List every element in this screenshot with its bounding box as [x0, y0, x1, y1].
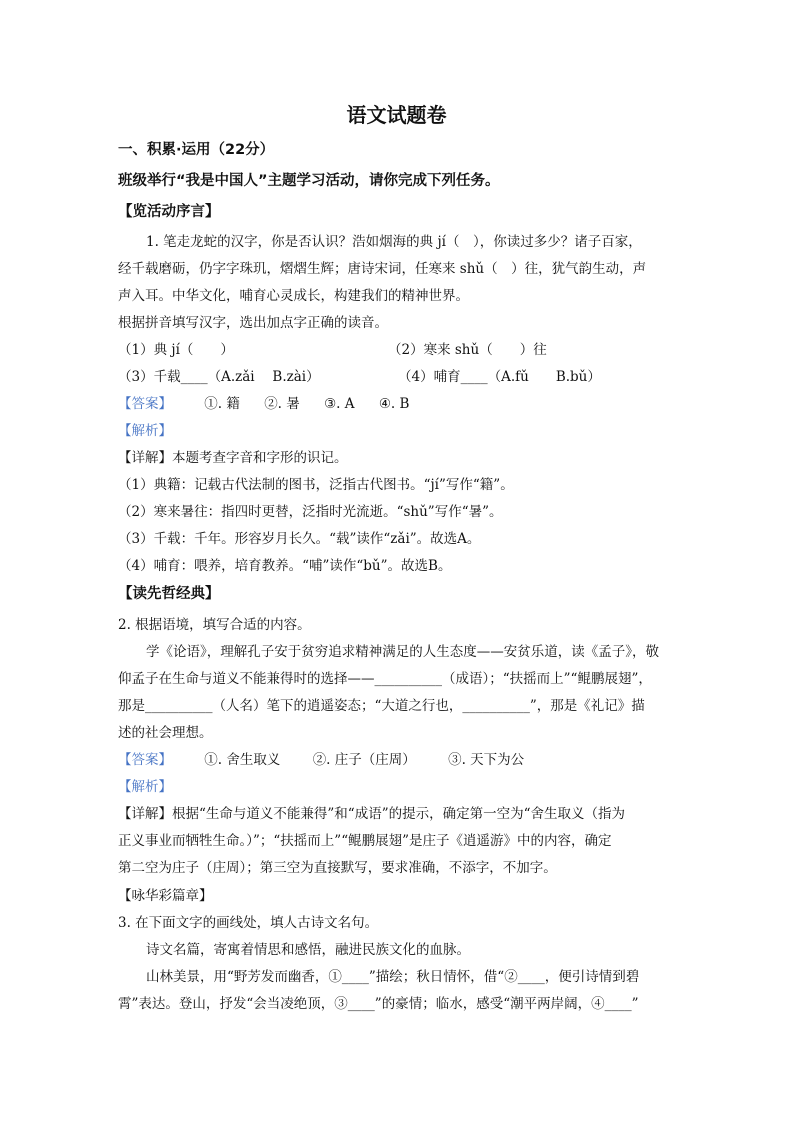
q3-paragraph-line: 霄”表达。登山，抒发“会当凌绝顶，③____”的豪情；临水，感受“潮平两岸阔，④____” [118, 996, 639, 1012]
q1-detail-item: （4）哺育：喂养，培育教养。“哺”读作“bǔ”。故选B。 [118, 558, 452, 574]
q2-paragraph-line: 仰孟子在生命与道义不能兼得时的选择——__________（成语）；“扶摇而上”“鲲鹏展翅”， [118, 671, 652, 687]
analysis-label: 【解析】 [118, 423, 172, 439]
answer-item: ④. B [378, 396, 410, 412]
q2-answer-row [118, 750, 524, 770]
block-heading-poetry: 【咏华彩篇章】 [118, 888, 213, 904]
q2-stem: 2. 根据语境，填写合适的内容。 [118, 617, 311, 633]
q1-answer-row [118, 394, 409, 414]
answer-item: ③. A [324, 396, 355, 412]
block-heading-classics: 【读先哲经典】 [118, 586, 220, 602]
answer-item: ②. 庄子（庄周） [312, 752, 416, 768]
q1-detail-item: （1）典籍：记载古代法制的图书，泛指古代图书。“jí”写作“籍”。 [118, 477, 514, 493]
section-heading: 一、积累·运用（22分） [118, 142, 275, 158]
answer-label: 【答案】 [118, 396, 172, 412]
answer-label: 【答案】 [118, 752, 172, 768]
q1-item-2: （2）寒来 shǔ（ ）往 [388, 342, 547, 358]
q1-paragraph-line: 1. 笔走龙蛇的汉字，你是否认识？浩如烟海的典 jí（ ），你读过多少？诸子百家， [146, 234, 642, 250]
q3-paragraph-line: 诗文名篇，寄寓着情思和感悟，融进民族文化的血脉。 [146, 942, 470, 958]
q2-paragraph-line: 述的社会理想。 [118, 725, 213, 741]
q2-detail-line: 正义事业而牺牲生命。）”；“扶摇而上”“鲲鹏展翅”是庄子《逍遥游》中的内容，确定 [118, 833, 612, 849]
q3-paragraph-line: 山林美景，用“野芳发而幽香，①____”描绘；秋日情怀，借“②____，便引诗情到碧 [146, 969, 640, 985]
analysis-label: 【解析】 [118, 779, 172, 795]
block-heading-preface: 【览活动序言】 [118, 204, 220, 220]
q2-detail-line: 第二空为庄子（庄周）；第三空为直接默写，要求准确，不添字，不加字。 [118, 860, 557, 876]
answer-item: ②. 暑 [264, 396, 300, 412]
answer-item: ③. 天下为公 [448, 752, 525, 768]
q1-paragraph-line: 经千载磨砺，仍字字珠玑，熠熠生辉；唐诗宋词，任寒来 shǔ（ ）往，犹气韵生动，声 [118, 261, 647, 277]
q1-detail: 【详解】本题考查字音和字形的识记。 [118, 450, 348, 466]
q1-instruction: 根据拼音填写汉字，选出加点字正确的读音。 [118, 315, 388, 331]
q1-item-4: （4）哺育____（A.fǔ B.bǔ） [398, 369, 601, 385]
q1-detail-item: （3）千载：千年。形容岁月长久。“载”读作“zǎi”。故选A。 [118, 531, 481, 547]
q1-detail-item: （2）寒来暑往：指四时更替，泛指时光流逝。“shǔ”写作“暑”。 [118, 504, 503, 520]
answer-item: ①. 籍 [204, 396, 240, 412]
activity-intro: 班级举行“我是中国人”主题学习活动，请你完成下列任务。 [118, 173, 500, 189]
q1-item-1: （1）典 jí（ ） [118, 342, 234, 358]
q1-paragraph-line: 声入耳。中华文化，哺育心灵成长，构建我们的精神世界。 [118, 288, 469, 304]
q2-paragraph-line: 那是__________（人名）笔下的逍遥姿态；“大道之行也，__________”，那是《礼记》描 [118, 698, 645, 714]
q3-stem: 3. 在下面文字的画线处，填人古诗文名句。 [118, 915, 379, 931]
answer-item: ①. 舍生取义 [204, 752, 281, 768]
q2-paragraph-line: 学《论语》，理解孔子安于贫穷追求精神满足的人生态度——安贫乐道，读《孟子》，敬 [146, 644, 659, 660]
q1-item-3: （3）千载____（A.zǎi B.zài） [118, 369, 320, 385]
page-title: 语文试题卷 [346, 103, 447, 127]
q2-detail-line: 【详解】根据“生命与道义不能兼得”和“成语”的提示，确定第一空为“舍生取义（指为 [118, 806, 626, 822]
